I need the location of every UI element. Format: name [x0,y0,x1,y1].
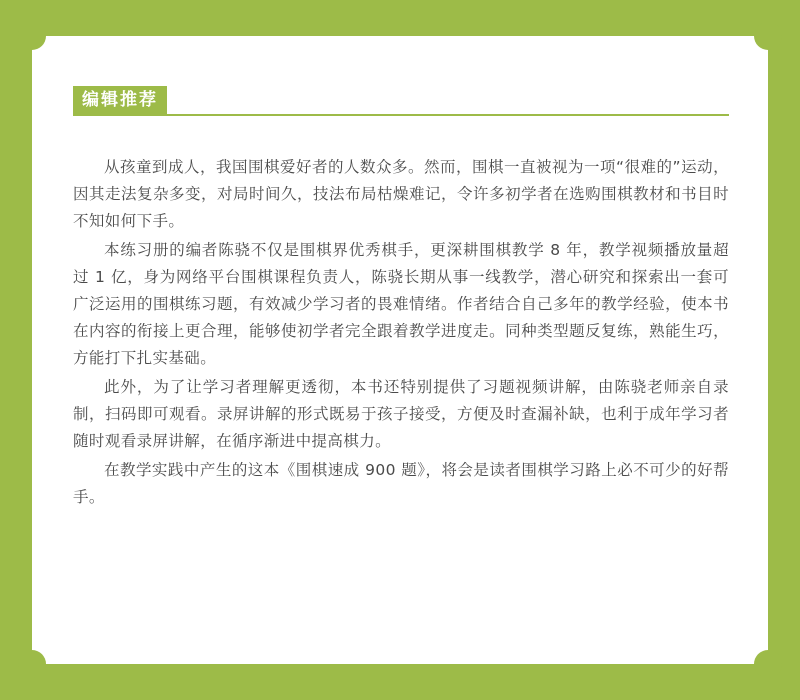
section-title: 编辑推荐 [73,86,167,114]
content-card [32,36,768,664]
paragraph-conclusion: 在教学实践中产生的这本《围棋速成 900 题》，将会是读者围棋学习路上必不可少的好帮手。 [73,461,729,506]
corner-notch-top-left [18,22,46,50]
corner-notch-top-right [754,22,782,50]
corner-notch-bottom-left [18,650,46,678]
paragraph-video: 此外，为了让学习者理解更透彻，本书还特别提供了习题视频讲解，由陈骁老师亲自录制，扫码即可观看。录屏讲解的形式既易于孩子接受，方便及时查漏补缺，也利于成年学习者随时观看录屏讲解，在循序渐进中提高棋力。 [73,378,729,450]
section-header [73,86,729,116]
corner-notch-bottom-right [754,650,782,678]
paragraph-author: 本练习册的编者陈骁不仅是围棋界优秀棋手，更深耕围棋教学 8 年，教学视频播放量超过 1 亿，身为网络平台围棋课程负责人，陈骁长期从事一线教学，潜心研究和探索出一套可广泛运用的围棋练习题，有效减少学习者的畏难情绪。作者结合自己多年的教学经验，使本书在内容的衔接上更合理，能够使初学者完全跟着教学进度走。同种类型题反复练，熟能生巧，方能打下扎实基础。 [73,241,729,367]
recommendation-text [73,154,729,513]
paragraph-intro: 从孩童到成人，我国围棋爱好者的人数众多。然而，围棋一直被视为一项“很难的”运动，因其走法复杂多变，对局时间久，技法布局枯燥难记，令许多初学者在选购围棋教材和书目时不知如何下手。 [73,158,729,230]
